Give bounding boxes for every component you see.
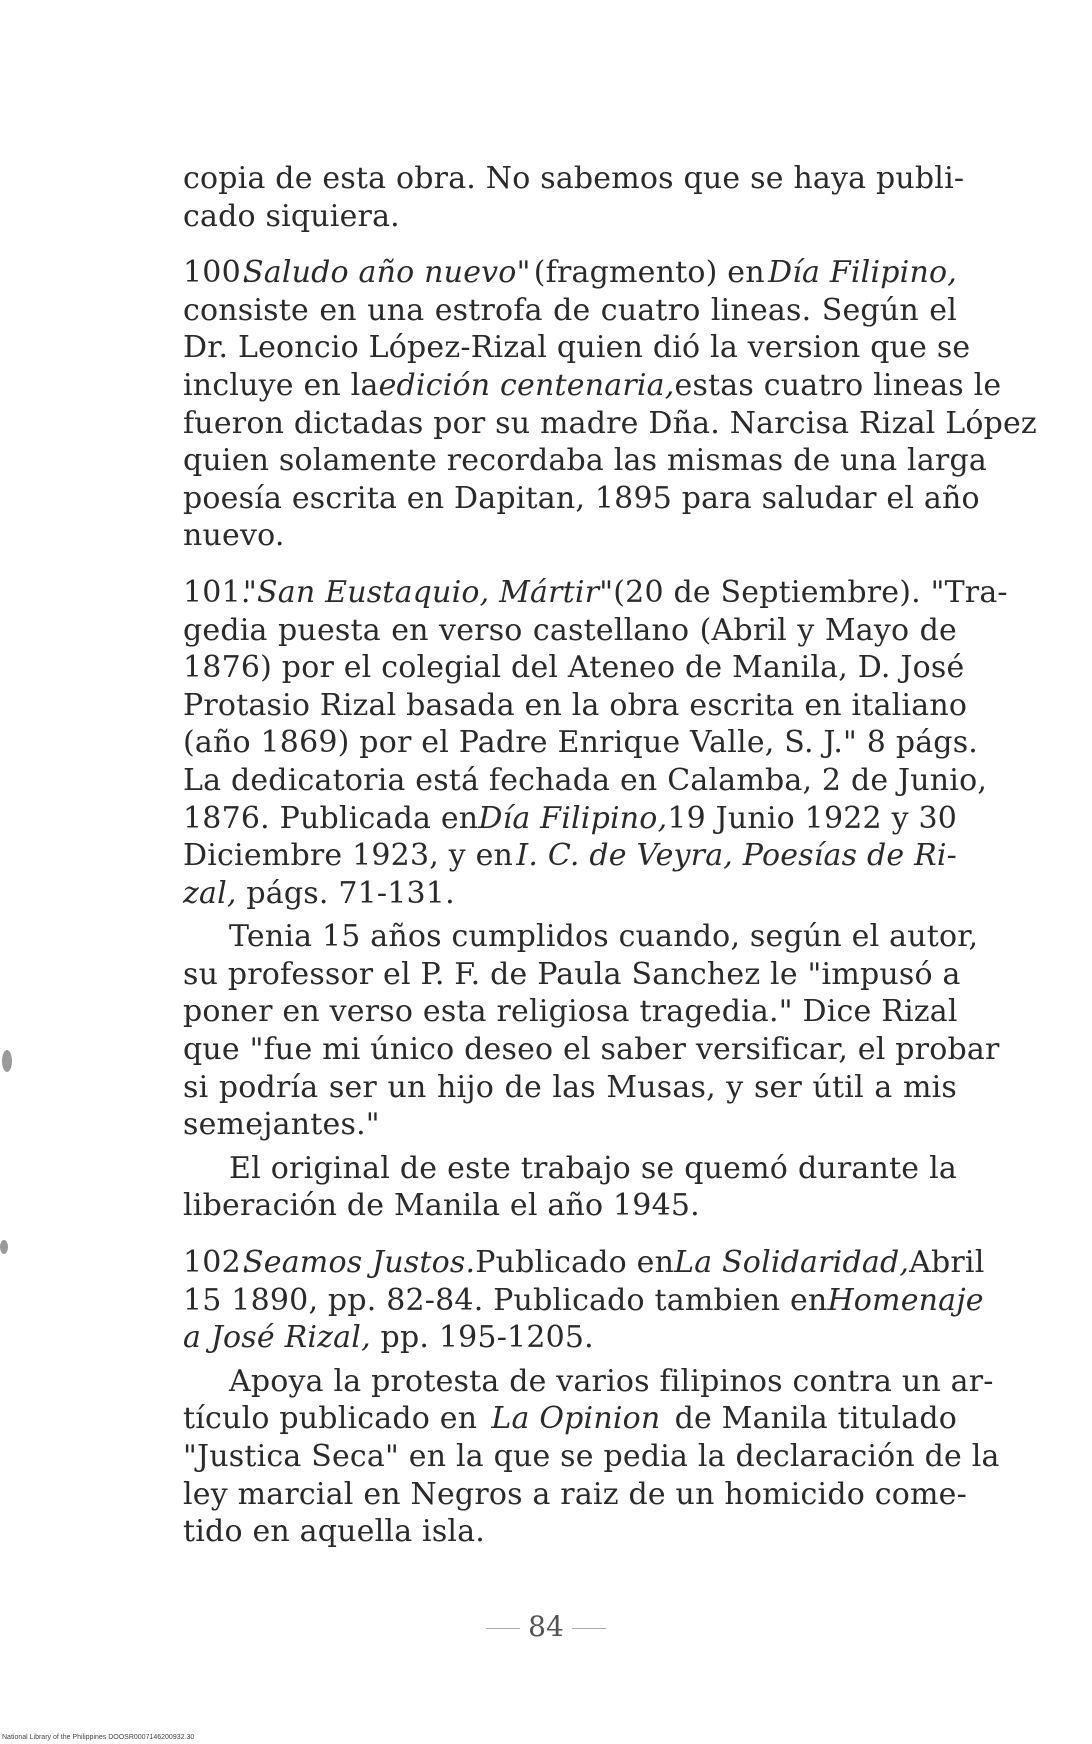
text-line: Apoya la protesta de varios filipinos contra un ar- [229,1363,994,1399]
publication-title: Homenaje [827,1282,984,1318]
text-span: (20 de Septiembre). "Tra- [613,574,1008,610]
text-line: nuevo. [183,518,285,554]
text-line: consiste en una estrofa de cuatro lineas. Según el [183,292,957,328]
text-line: 1876) por el colegial del Ateneo de Manila, D. José [183,650,965,686]
text-line: copia de esta obra. No sabemos que se haya publi- [183,161,965,196]
text-line: (año 1869) por el Padre Enrique Valle, S. J." 8 págs. [183,725,979,761]
scan-speck [0,1240,8,1254]
text-span: tículo publicado en [183,1401,478,1437]
text-span: págs. 71-131. [236,875,455,911]
text-line [183,837,957,875]
publication-title: I. C. de Veyra, Poesías de Ri- [516,838,957,874]
text-span: 19 Junio 1922 y 30 [667,800,958,836]
scan-footer: National Library of the Philippines DOOSR0007146200932.30 [2,1734,195,1741]
entry-number: 100. [183,255,251,291]
text-line: "Justica Seca" en la que se pedia la declaración de la [183,1439,1000,1474]
text-line: quien solamente recordaba las mismas de una larga [183,443,987,479]
text-line [183,1319,957,1357]
entry-title: Saludo año nuevo" [243,255,531,291]
text-line: cado siquiera. [183,198,400,234]
text-line: Dr. Leoncio López-Rizal quien dió la version que se [183,330,971,366]
text-line: Protasio Rizal basada en la obra escrita en italiano [183,687,968,723]
publication-title: La Opinion [491,1401,661,1437]
text-line: tido en aquella isla. [183,1514,486,1550]
text-span: de Manila titulado [674,1401,957,1437]
text-span: Publicado en [475,1245,675,1281]
text-line [183,1282,984,1320]
text-span: 1876. Publicada en [183,800,479,836]
edition-title: edición centenaria, [378,367,675,403]
text-line: si podría ser un hijo de las Musas, y ser útil a mis [183,1069,957,1105]
text-line: El original de este trabajo se quemó durante la [229,1150,957,1186]
entry-title: "San Eustaquio, Mártir" [243,574,614,610]
entry-number: 102. [183,1245,251,1281]
text-line [183,800,957,838]
entry-101-first-line [183,574,1008,612]
publication-title: La Solidaridad, [674,1245,910,1281]
text-line: poner en verso esta religiosa tragedia." Dice Rizal [183,994,958,1030]
text-line [183,1400,957,1438]
text-line: fueron dictadas por su madre Dña. Narcisa Rizal López [183,405,1037,441]
text-line: semejantes." [183,1107,380,1143]
publication-title: Día Filipino, [767,255,957,291]
text-span: 15 1890, pp. 82-84. Publicado tambien en [183,1282,828,1318]
folio-dash [572,1628,606,1629]
publication-title: a José Rizal, [183,1320,371,1356]
scan-speck [2,1050,12,1072]
page-body [183,160,1037,1551]
text-line [183,367,1002,405]
text-line: su professor el P. F. de Paula Sanchez le "impusó a [183,956,961,992]
text-line: liberación de Manila el año 1945. [183,1188,700,1224]
text-span: incluye en la [183,367,379,403]
text-line: que "fue mi único deseo el saber versificar, el probar [183,1032,1000,1068]
text-line: ley marcial en Negros a raiz de un homicido come- [183,1476,967,1512]
text-span: Abril [909,1245,985,1281]
text-span: estas cuatro lineas le [674,367,1002,403]
text-line: Tenia 15 años cumplidos cuando, según el autor, [229,919,979,955]
folio-dash [486,1628,520,1629]
text-line: La dedicatoria está fechada en Calamba, 2 de Junio, [183,762,988,798]
entry-title: Seamos Justos. [243,1245,476,1281]
entry-102-first-line [183,1244,985,1282]
page-number-text: 84 [528,1610,564,1643]
text-span: pp. 195-1205. [370,1320,594,1356]
text-line: poesía escrita en Dapitan, 1895 para saludar el año [183,480,980,516]
page-number [0,1610,1092,1643]
text-line [183,875,957,913]
publication-title: Día Filipino, [478,800,668,836]
text-line: gedia puesta en verso castellano (Abril y Mayo de [183,612,957,648]
entry-100-first-line [183,254,957,292]
entry-number: 101. [183,574,251,610]
text-span: (fragmento) en [533,255,765,291]
publication-title: zal, [183,875,237,911]
text-span: Diciembre 1923, y en [183,838,514,874]
